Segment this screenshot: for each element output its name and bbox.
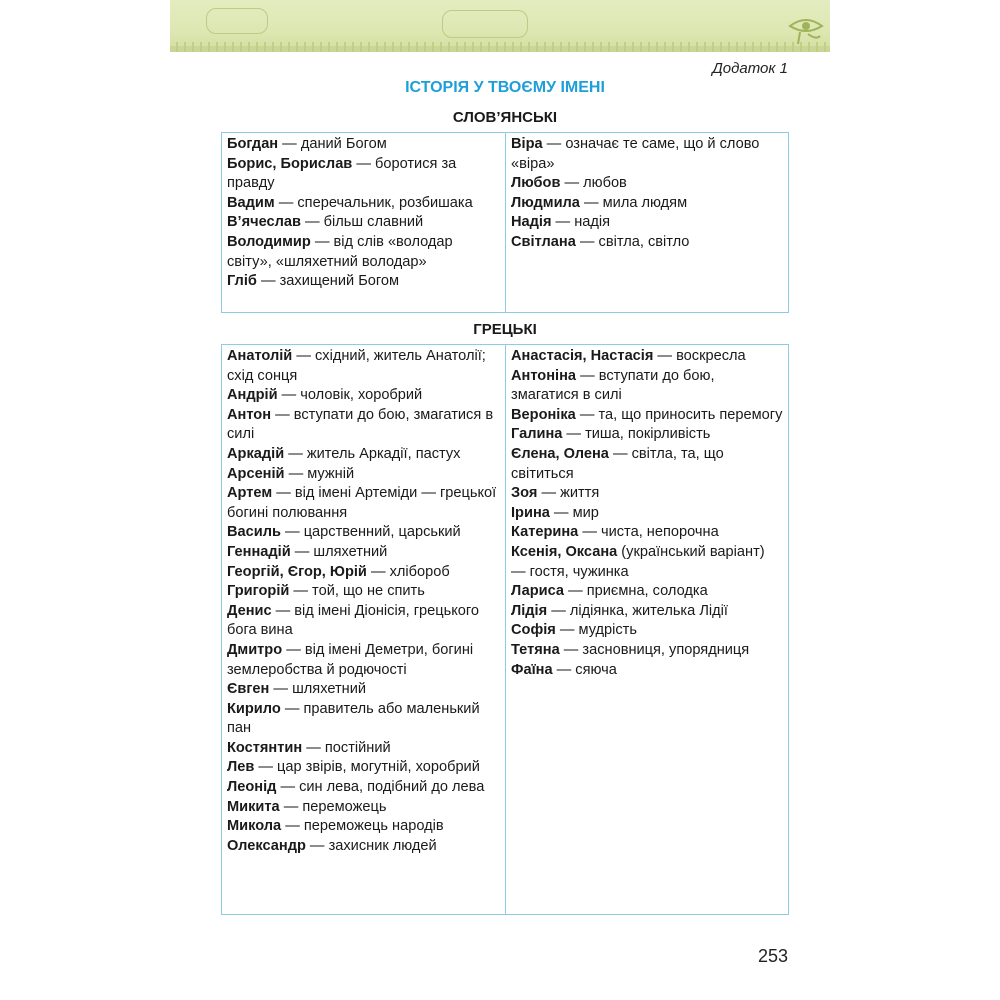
name-entry (227, 233, 501, 272)
name-term: Георгій, Єгор, Юрій (227, 563, 367, 580)
table-column-left (222, 133, 506, 312)
name-term: Артем (227, 485, 273, 502)
name-meaning: — захисник людей (305, 837, 437, 854)
name-entry (511, 347, 783, 367)
name-term: Лев (227, 759, 255, 776)
name-entry (227, 445, 501, 465)
appendix-label: Додаток 1 (712, 60, 788, 77)
table-column-right (506, 345, 787, 914)
name-term: Світлана (511, 233, 576, 250)
name-meaning: — чиста, непорочна (578, 524, 719, 541)
name-entry (227, 465, 501, 485)
name-entry (511, 445, 783, 484)
name-meaning: — переможець (279, 798, 387, 815)
name-term: Василь (227, 524, 281, 541)
header-banner (170, 0, 830, 52)
name-entry (511, 641, 783, 661)
name-entry (511, 194, 783, 214)
name-entry (227, 817, 501, 837)
name-entry (511, 484, 783, 504)
name-term: Вадим (227, 194, 275, 211)
name-meaning: — сперечальник, розбишака (274, 194, 473, 211)
name-meaning: — любов (560, 175, 627, 192)
name-term: Олександр (227, 837, 306, 854)
name-entry (227, 386, 501, 406)
slavic-names-table (221, 132, 789, 313)
name-term: Гліб (227, 273, 257, 290)
name-term: Лідія (511, 602, 548, 619)
name-meaning: — хлібороб (366, 563, 450, 580)
name-entry (511, 621, 783, 641)
name-term: Любов (511, 175, 561, 192)
section-heading-slavic: СЛОВ’ЯНСЬКІ (452, 109, 558, 126)
name-entry (511, 367, 783, 406)
name-meaning: — та, що приносить перемогу (575, 406, 783, 423)
name-entry (227, 778, 501, 798)
name-term: Володимир (227, 233, 311, 250)
name-term: Ірина (511, 504, 550, 521)
name-entry (227, 798, 501, 818)
name-term: Антоніна (511, 367, 577, 384)
name-meaning: — шляхетний (290, 543, 388, 560)
name-meaning: — вступати до бою, змагатися в силі (227, 406, 494, 443)
name-meaning: — боротися за правду (227, 155, 457, 192)
section-heading-greek: ГРЕЦЬКІ (473, 321, 537, 338)
page-title: ІСТОРІЯ У ТВОЄМУ ІМЕНІ (405, 79, 605, 96)
name-meaning: — переможець народів (281, 818, 444, 835)
name-meaning: — від слів «володар світу», «шляхетний володар» (227, 233, 453, 270)
name-meaning: — приємна, солодка (564, 583, 708, 600)
name-entry (227, 563, 501, 583)
table-column-right (506, 133, 787, 312)
name-meaning: — засновниця, упорядниця (559, 641, 750, 658)
name-entry (227, 194, 501, 214)
name-meaning: — тиша, покірливість (562, 426, 711, 443)
name-entry (511, 523, 783, 543)
name-entry (227, 758, 501, 778)
name-term: Софія (511, 622, 556, 639)
name-term: Катерина (511, 524, 579, 541)
name-term: Віра (511, 136, 543, 152)
name-meaning: — воскресла (653, 348, 746, 364)
name-term: Антон (227, 406, 272, 423)
name-meaning: — світла, та, що світиться (511, 445, 724, 482)
name-meaning: — світла, світло (575, 233, 690, 250)
name-entry (511, 661, 783, 681)
name-entry (227, 406, 501, 445)
name-meaning: — син лева, подібний до лева (276, 779, 485, 796)
name-entry (511, 174, 783, 194)
name-entry (227, 272, 501, 292)
name-meaning: — життя (537, 485, 600, 502)
name-entry (511, 504, 783, 524)
name-term: Анатолій (227, 348, 293, 364)
eye-of-horus-icon (786, 10, 826, 50)
name-meaning: — шляхетний (269, 681, 367, 698)
name-meaning: — від імені Артеміди — грецької богині полювання (227, 485, 497, 521)
name-term: Леонід (227, 779, 277, 796)
name-term: Кирило (227, 700, 281, 717)
name-entry (511, 602, 783, 622)
name-term: Фаїна (511, 661, 553, 678)
name-term: Геннадій (227, 543, 291, 560)
greek-names-table (221, 344, 789, 915)
name-term: Костянтин (227, 739, 303, 756)
name-term: Андрій (227, 387, 278, 404)
name-entry (227, 155, 501, 194)
name-meaning: — від імені Діонісія, грецького бога вина (227, 602, 480, 639)
name-entry (227, 582, 501, 602)
name-meaning: — мужній (284, 465, 355, 482)
name-entry (511, 406, 783, 426)
name-meaning: — мудрість (555, 622, 637, 639)
name-term: Надія (511, 214, 552, 231)
name-term: Людмила (511, 194, 580, 211)
name-meaning: — житель Аркадії, пастух (284, 445, 461, 462)
name-term: Зоя (511, 485, 538, 502)
name-term: Микола (227, 818, 282, 835)
name-term: Дмитро (227, 641, 283, 658)
name-term: Микита (227, 798, 280, 815)
name-term: Аркадій (227, 445, 285, 462)
name-meaning: — вступати до бою, змагатися в силі (511, 367, 715, 404)
name-entry (227, 484, 501, 523)
name-meaning: — цар звірів, могутній, хоробрий (254, 759, 480, 776)
name-term: Єлена, Олена (511, 445, 609, 462)
name-entry (227, 347, 501, 386)
name-meaning: — царственний, царський (281, 524, 461, 541)
table-column-left (222, 345, 506, 914)
name-meaning: — даний Богом (278, 136, 387, 152)
name-term: Денис (227, 602, 272, 619)
name-term: Євген (227, 681, 270, 698)
name-meaning: — більш славний (300, 214, 424, 231)
name-meaning: — східний, житель Анатолії; схід сонця (227, 348, 486, 384)
name-term: В’ячеслав (227, 214, 301, 231)
name-meaning: — лідіянка, жителька Лідії (547, 602, 728, 619)
name-entry (511, 135, 783, 174)
name-meaning: — мила людям (579, 194, 688, 211)
name-term: Арсеній (227, 465, 285, 482)
hieroglyph-cartouche-icon (206, 8, 268, 34)
name-entry (227, 680, 501, 700)
name-meaning: — від імені Деметри, богині землеробства й родючості (227, 641, 474, 678)
name-meaning: — чоловік, хоробрий (277, 387, 423, 404)
name-entry (227, 213, 501, 233)
name-entry (227, 135, 501, 155)
name-entry (227, 543, 501, 563)
name-term: Борис, Борислав (227, 155, 353, 172)
name-entry (227, 739, 501, 759)
name-entry (227, 523, 501, 543)
name-meaning: (український варіант) — гостя, чужинка (511, 543, 765, 580)
name-meaning: — той, що не спить (289, 583, 425, 600)
name-entry (227, 700, 501, 739)
page-number: 253 (757, 946, 788, 966)
name-entry (227, 602, 501, 641)
name-meaning: — постійний (302, 739, 391, 756)
name-meaning: — означає те саме, що й слово «віра» (511, 136, 760, 172)
name-meaning: — захищений Богом (256, 273, 400, 290)
name-term: Галина (511, 426, 563, 443)
name-entry (511, 233, 783, 253)
name-term: Анастасія, Настасія (511, 348, 654, 364)
name-term: Ксенія, Оксана (511, 543, 618, 560)
name-entry (511, 213, 783, 233)
name-term: Богдан (227, 136, 279, 152)
hieroglyph-cartouche-icon (442, 10, 528, 38)
name-entry (511, 543, 783, 582)
name-term: Вероніка (511, 406, 576, 423)
name-entry (511, 582, 783, 602)
name-entry (227, 641, 501, 680)
name-entry (511, 425, 783, 445)
name-term: Григорій (227, 583, 290, 600)
name-meaning: — сяюча (552, 661, 617, 678)
name-term: Лариса (511, 583, 565, 600)
name-term: Тетяна (511, 641, 560, 658)
name-meaning: — надія (551, 214, 611, 231)
name-meaning: — правитель або маленький пан (227, 700, 480, 737)
name-meaning: — мир (549, 504, 599, 521)
name-entry (227, 837, 501, 857)
